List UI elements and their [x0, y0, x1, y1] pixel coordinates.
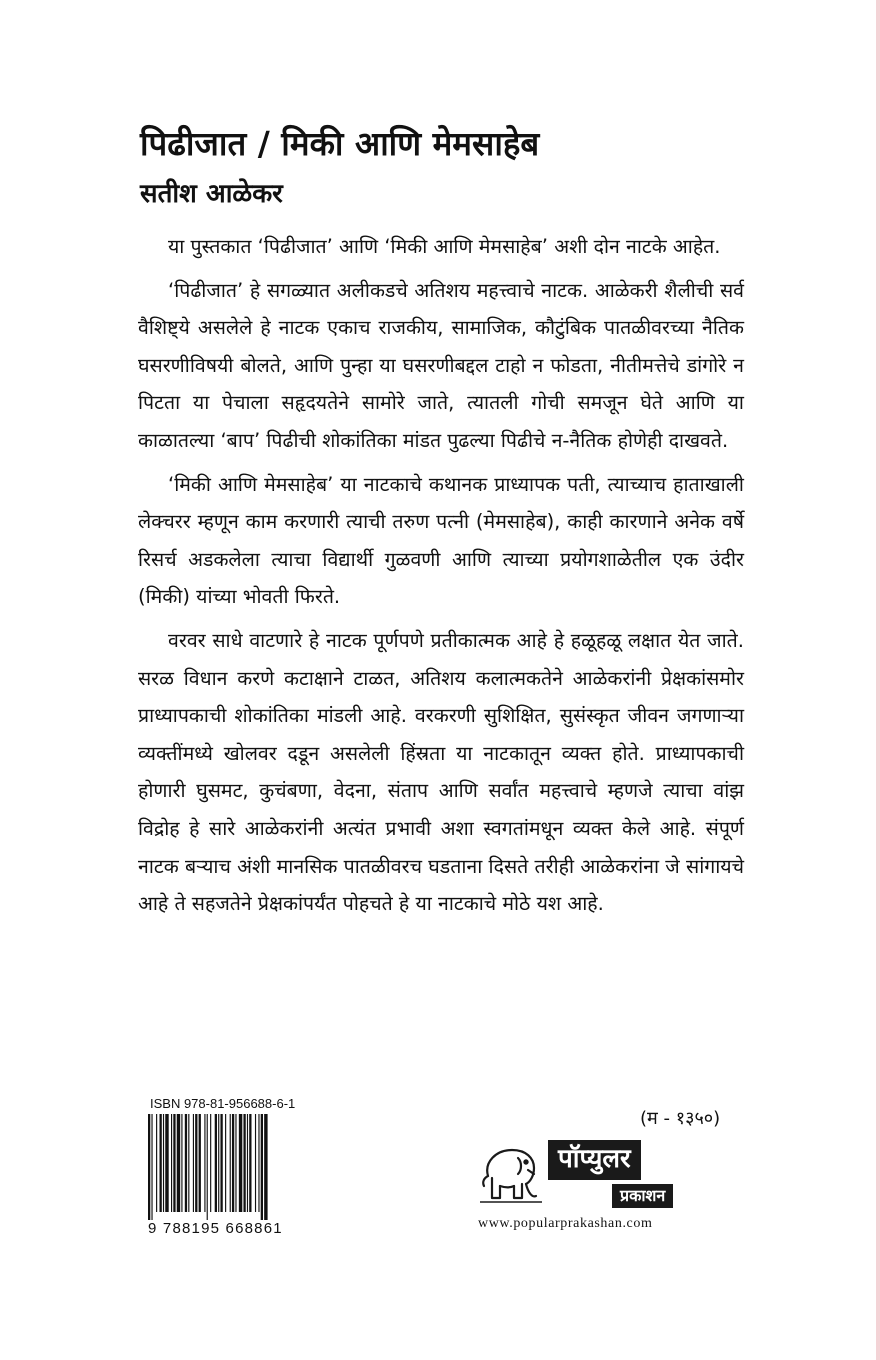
barcode-bar [225, 1114, 226, 1212]
barcode-bar [232, 1114, 234, 1212]
barcode-bar [235, 1114, 236, 1212]
isbn-label: ISBN 978-81-956688-6-1 [150, 1096, 296, 1111]
barcode-bar [230, 1114, 231, 1212]
blurb-paragraph-2: ‘पिढीजात’ हे सगळ्यात अलीकडचे अतिशय महत्त्वाचे नाटक. आळेकरी शैलीची सर्व वैशिष्ट्ये असलेले हे नाटक एकाच राजकीय, सामाजिक, कौटुंबिक पातळीवरच्या नैतिक घसरणीविषयी बोलते, आणि पुन्हा या घसरणीबद्दल टाहो न फोडता, नीतीमत्तेचे डांगोरे न पिटता या पेचाला सहृदयतेने सामोरे जाते, त्यातली गोची समजून घेते आणि या काळातल्या ‘बाप’ पिढीची शोकांतिका मांडत पुढल्या पिढीचे न-नैतिक होणेही दाखवते. [138, 278, 744, 452]
barcode-bar [247, 1114, 248, 1212]
barcode-bar [215, 1114, 217, 1212]
publisher-website: www.popularprakashan.com [478, 1216, 653, 1231]
blurb-paragraph-4: वरवर साधे वाटणारे हे नाटक पूर्णपणे प्रतीकात्मक आहे हे हळूहळू लक्षात येत जाते. सरळ विधान करणे कटाक्षाने टाळत, अतिशय कलात्मकतेने आळेकरांनी प्रेक्षकांसमोर प्राध्यापकाची शोकांतिका मांडली आहे. वरकरणी सुशिक्षित, सुसंस्कृत जीवन जगणाऱ्या व्यक्तींमध्ये खोलवर दडून असलेली हिंस्रता या नाटकातून व्यक्त होते. प्राध्यापकाची होणारी घुसमट, कुचंबणा, वेदना, संताप आणि सर्वांत महत्त्वाचे म्हणजे त्याचा वांझ विद्रोह हे सारे आळेकरांनी अत्यंत प्रभावी अशा स्वगतांमधून व्यक्त केले आहे. संपूर्ण नाटक बऱ्याच अंशी मानसिक पातळीवरच घडताना दिसते तरीही आळेकरांना जे सांगायचे आहे ते सहजतेने प्रेक्षकांपर्यंत पोहचते हे या नाटकाचे मोठे यश आहे. [138, 628, 744, 916]
blurb-paragraph-1: या पुस्तकात ‘पिढीजात’ आणि ‘मिकी आणि मेमसाहेब’ अशी दोन नाटके आहेत. [168, 235, 721, 258]
barcode-bar [163, 1114, 164, 1212]
publisher-name: पॉप्युलर [548, 1140, 641, 1180]
barcode-bar [181, 1114, 182, 1212]
barcode-bar [249, 1114, 251, 1212]
barcode-bar [207, 1114, 208, 1220]
barcode-bar [220, 1114, 222, 1212]
elephant-icon [478, 1138, 544, 1208]
barcode-digits: 9 788195 668861 [148, 1220, 283, 1237]
author-name: सतीश आळेकर [140, 179, 283, 209]
barcode-bar [239, 1114, 242, 1212]
barcode-bar [210, 1114, 211, 1212]
barcode-bar [151, 1114, 152, 1220]
barcode-bar [264, 1114, 267, 1220]
publisher-sub: प्रकाशन [612, 1184, 673, 1208]
blurb-paragraph-3: ‘मिकी आणि मेमसाहेब’ या नाटकाचे कथानक प्राध्यापक पती, त्याच्याच हाताखाली लेक्चरर म्हणून काम करणारी त्याची तरुण पत्नी (मेमसाहेब), काही कारणाने अनेक वर्षे रिसर्च अडकलेला त्याचा विद्यार्थी गुळवणी आणि त्याच्या प्रयोगशाळेतील एक उंदीर (मिकी) यांच्या भोवती फिरते. [138, 472, 744, 609]
barcode-bar [177, 1114, 180, 1212]
barcode-bar [160, 1114, 162, 1212]
barcode-bar [261, 1114, 263, 1220]
catalog-code: (म - १३५०) [640, 1108, 721, 1129]
publisher-logo [478, 1138, 748, 1214]
barcode-bar [171, 1114, 172, 1212]
barcode-bar [204, 1114, 205, 1212]
barcode-bar [258, 1114, 259, 1212]
barcode-bar [255, 1114, 256, 1212]
barcode-bar [148, 1114, 150, 1220]
barcode-bar [185, 1114, 187, 1212]
barcode-bar [199, 1114, 201, 1212]
page-edge-strip [876, 0, 880, 1360]
blurb-text [138, 228, 744, 929]
barcode-bar [218, 1114, 219, 1212]
book-title: पिढीजात / मिकी आणि मेमसाहेब [140, 124, 540, 163]
barcode-bar [165, 1114, 168, 1212]
barcode-bar [195, 1114, 197, 1212]
barcode-bar [243, 1114, 245, 1212]
barcode-bar [173, 1114, 175, 1212]
barcode-image [148, 1114, 314, 1220]
barcode-bar [188, 1114, 189, 1212]
barcode-bar [156, 1114, 157, 1212]
barcode-bar [193, 1114, 194, 1212]
